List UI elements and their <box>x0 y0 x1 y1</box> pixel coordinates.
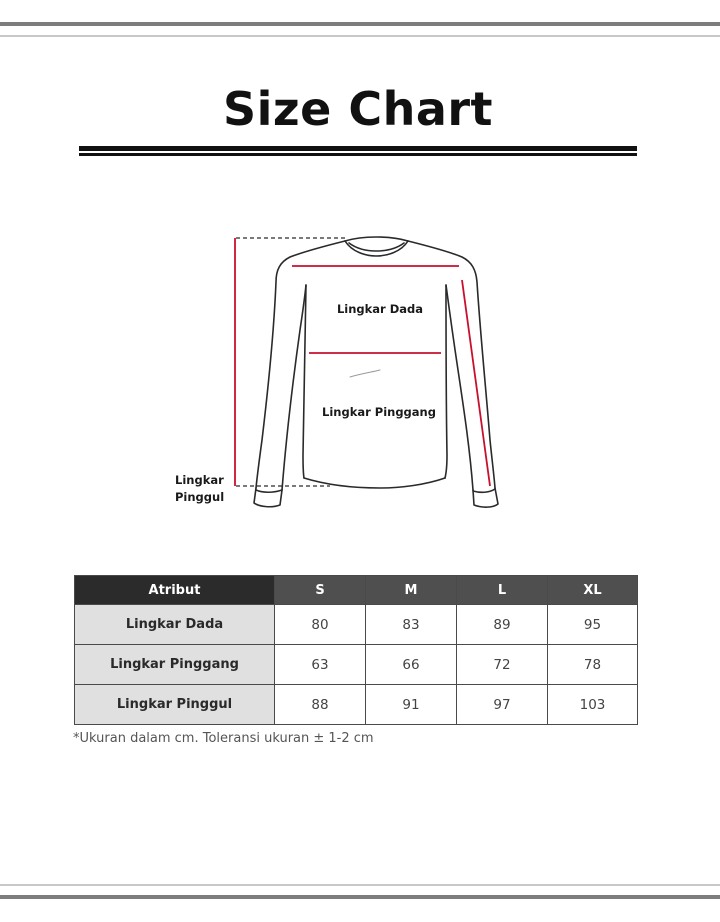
table-cell: 66 <box>366 645 457 685</box>
row-label: Lingkar Dada <box>75 605 275 645</box>
header-size-xl: XL <box>548 576 638 605</box>
table-cell: 88 <box>275 685 366 725</box>
header-size-m: M <box>366 576 457 605</box>
size-table <box>74 575 638 725</box>
measure-lines <box>235 238 490 486</box>
frame-bottom-border <box>0 895 720 899</box>
hip-label-line2: Pinggul <box>175 490 225 504</box>
chest-label: Lingkar Dada <box>336 302 424 316</box>
row-label: Lingkar Pinggang <box>75 645 275 685</box>
frame-bottom-border-thin <box>0 884 720 886</box>
hip-label-line1: Lingkar <box>175 473 224 487</box>
table-cell: 95 <box>548 605 638 645</box>
table-cell: 72 <box>457 645 548 685</box>
table-cell: 103 <box>548 685 638 725</box>
sweater-outline <box>254 237 498 507</box>
table-header-row <box>75 576 638 605</box>
table-cell: 63 <box>275 645 366 685</box>
table-cell: 89 <box>457 605 548 645</box>
table-cell: 80 <box>275 605 366 645</box>
header-atribut: Atribut <box>75 576 275 605</box>
guide-lines <box>236 238 345 486</box>
page-title: Size Chart <box>222 82 494 136</box>
row-label: Lingkar Pinggul <box>75 685 275 725</box>
waist-label: Lingkar Pinggang <box>322 405 436 419</box>
header-size-s: S <box>275 576 366 605</box>
table-cell: 91 <box>366 685 457 725</box>
table-cell: 78 <box>548 645 638 685</box>
header-size-l: L <box>457 576 548 605</box>
table-row <box>75 685 638 725</box>
table-cell: 97 <box>457 685 548 725</box>
table-cell: 83 <box>366 605 457 645</box>
table-row <box>75 645 638 685</box>
tolerance-note: *Ukuran dalam cm. Toleransi ukuran ± 1-2 cm <box>73 731 374 746</box>
table-row <box>75 605 638 645</box>
